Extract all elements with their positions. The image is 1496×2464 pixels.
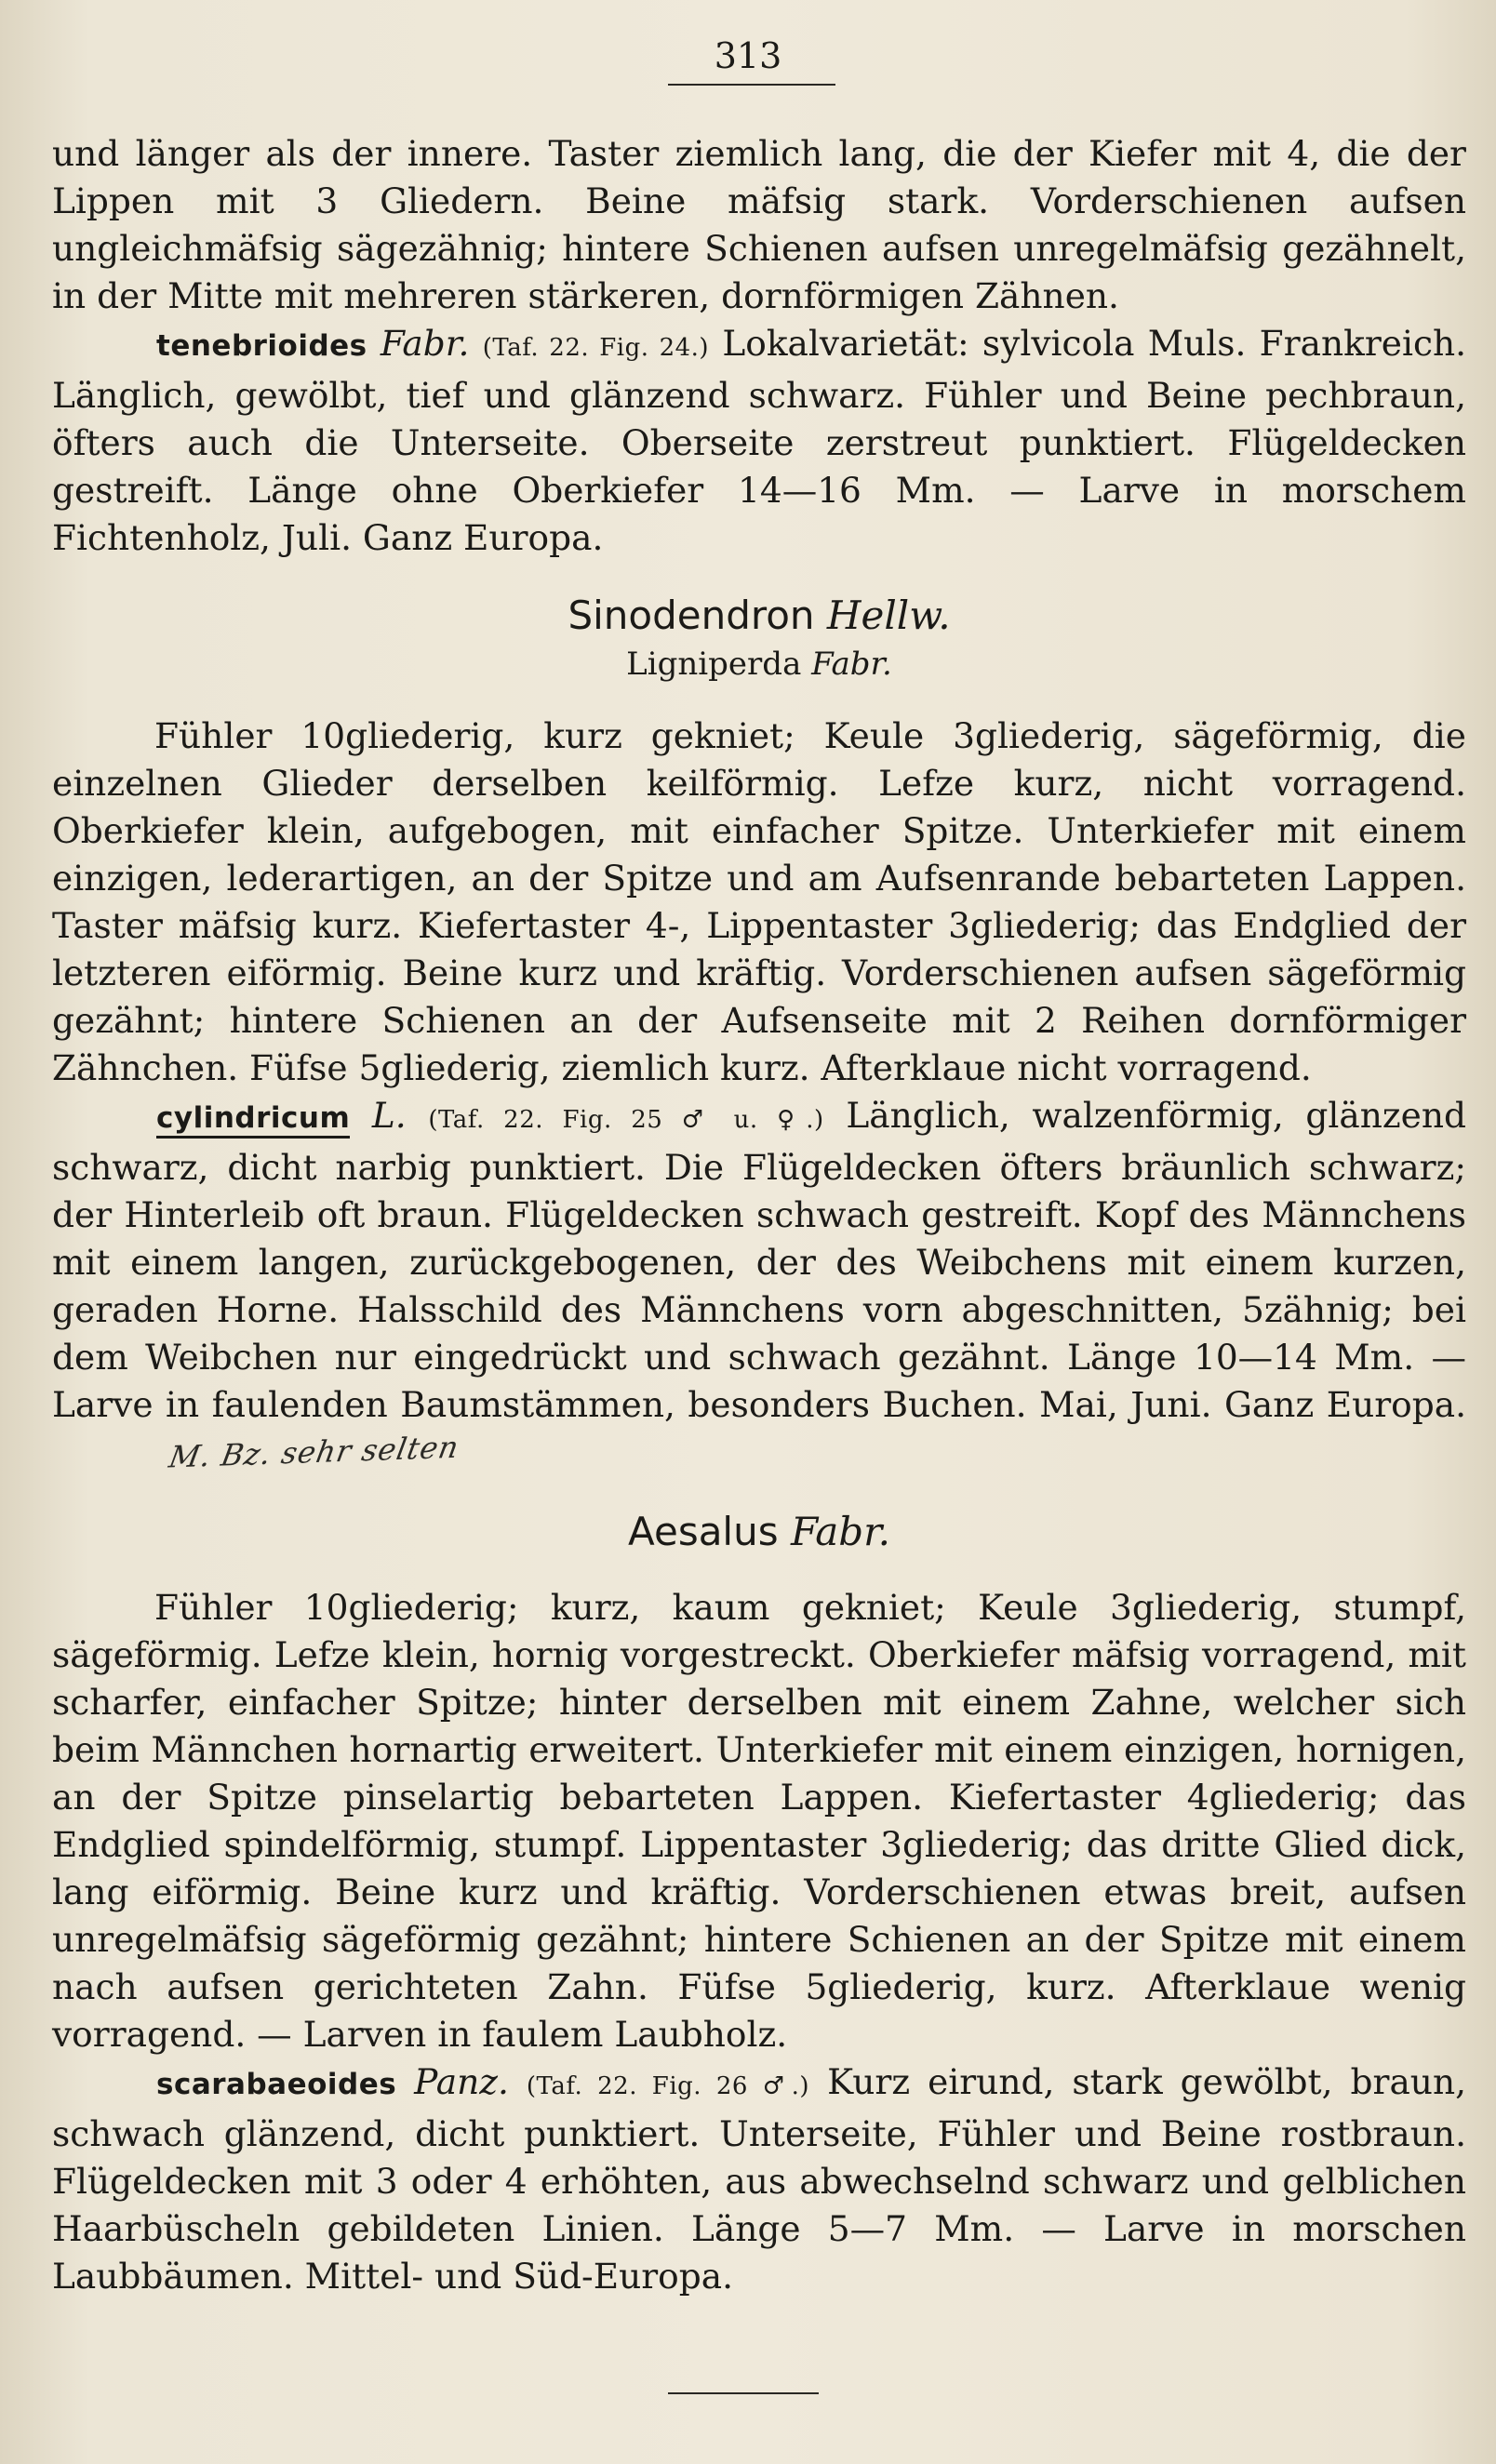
species-description: Länglich, walzenförmig, glänzend schwarz, dicht narbig punktiert. Die Flügeldecken öfters bräunlich schwarz; der Hinterleib oft braun. Flügeldecken schwach gestreift. Kopf des Männchens mit einem langen, zurückgebogenen, der des Weibchens mit einem kurzen, geraden Horne. Halsschild des Männchens vorn abgeschnitten, 5zähnig; bei dem Weibchen nur eingedrückt und schwach gezähnt. Länge 10—14 Mm. — Larve in faulenden Baumstämmen, besonders Buchen. Mai, Juni. Ganz Europa.: [52, 1095, 1467, 1425]
genus-name: Aesalus: [627, 1509, 779, 1554]
plate-reference: (Taf. 22. Fig. 25 ♂ u. ♀.): [428, 1106, 824, 1134]
species-entry-cylindricum: [52, 1092, 1466, 1478]
species-author: Fabr.: [380, 323, 470, 364]
synonym-name: Ligniperda: [626, 646, 802, 683]
plate-reference: (Taf. 22. Fig. 26 ♂.): [526, 2072, 810, 2100]
species-description: Lokalvarietät: sylvicola Muls. Frankreich. Länglich, gewölbt, tief und glänzend schwarz. Fühler und Beine pechbraun, öfters auch die Unterseite. Oberseite zerstreut punktiert. Flügeldecken gestreift. Länge ohne Oberkiefer 14—16 Mm. — Larve in morschem Fichtenholz, Juli. Ganz Europa.: [52, 323, 1467, 558]
page-body: [52, 130, 1466, 2300]
species-name: scarabaeoides: [156, 2068, 397, 2101]
genus-author: Hellw.: [826, 593, 951, 638]
genus-heading-aesalus: [52, 1506, 1466, 1558]
genus-description-sinodendron: Fühler 10gliederig, kurz gekniet; Keule 3gliederig, sägeförmig, die einzelnen Glieder derselben keilförmig. Lefze kurz, nicht vorragend. Oberkiefer klein, aufgebogen, mit einfacher Spitze. Unterkiefer mit einem einzigen, lederartigen, an der Spitze und am Aufsenrande bebarteten Lappen. Taster mäfsig kurz. Kiefertaster 4-, Lippentaster 3gliederig; das Endglied der letzteren eiförmig. Beine kurz und kräftig. Vorderschienen aufsen sägeförmig gezähnt; hintere Schienen an der Aufsenseite mit 2 Reihen dornförmiger Zähnchen. Füfse 5gliederig, ziemlich kurz. Afterklaue nicht vorragend.: [52, 715, 1466, 1088]
page-number: 313: [714, 35, 782, 76]
species-entry-scarabaeoides: [52, 2058, 1466, 2300]
species-name: cylindricum: [156, 1101, 350, 1139]
species-entry-tenebrioides: [52, 320, 1466, 562]
species-description: Kurz eirund, stark gewölbt, braun, schwach glänzend, dicht punktiert. Unterseite, Fühler und Beine rostbraun. Flügeldecken mit 3 oder 4 erhöhten, aus abwechselnd schwarz und gelblichen Haarbüscheln gebildeten Linien. Länge 5—7 Mm. — Larve in morschen Laubbäumen. Mittel- und Süd-Europa.: [52, 2061, 1467, 2297]
header-rule: [668, 84, 835, 86]
footer-rule: [668, 2392, 819, 2394]
plate-reference: (Taf. 22. Fig. 24.): [482, 334, 710, 362]
handwritten-note: M. Bz. sehr selten: [166, 1429, 462, 1475]
genus-author: Fabr.: [790, 1509, 890, 1554]
genus-description-aesalus: Fühler 10gliederig; kurz, kaum gekniet; Keule 3gliederig, stumpf, sägeförmig. Lefze klein, hornig vorgestreckt. Oberkiefer mäfsig vorragend, mit scharfer, einfacher Spitze; hinter derselben mit einem Zahne, welcher sich beim Männchen hornartig erweitert. Unterkiefer mit einem einzigen, hornigen, an der Spitze pinselartig bebarteten Lappen. Kiefertaster 4gliederig; das Endglied spindelförmig, stumpf. Lippentaster 3gliederig; das dritte Glied dick, lang eiförmig. Beine kurz und kräftig. Vorderschienen etwas breit, aufsen unregelmäfsig sägeförmig gezähnt; hintere Schienen an der Spitze mit einem nach aufsen gerichteten Zahn. Füfse 5gliederig, kurz. Afterklaue wenig vorragend. — Larven in faulem Laubholz.: [52, 1587, 1466, 2055]
synonym-author: Fabr.: [811, 646, 892, 683]
genus-heading-sinodendron: [52, 590, 1466, 642]
species-name: tenebrioides: [156, 329, 367, 363]
species-author: L.: [371, 1095, 407, 1136]
genus-name: Sinodendron: [568, 593, 815, 638]
species-author: Panz.: [414, 2061, 509, 2102]
continuation-paragraph: und länger als der innere. Taster ziemlich lang, die der Kiefer mit 4, die der Lippen mit 3 Gliedern. Beine mäfsig stark. Vorderschienen aufsen ungleichmäfsig sägezähnig; hintere Schienen aufsen unregelmäfsig gezähnelt, in der Mitte mit mehreren stärkeren, dornförmigen Zähnen.: [52, 133, 1466, 316]
genus-synonym: [52, 644, 1466, 685]
